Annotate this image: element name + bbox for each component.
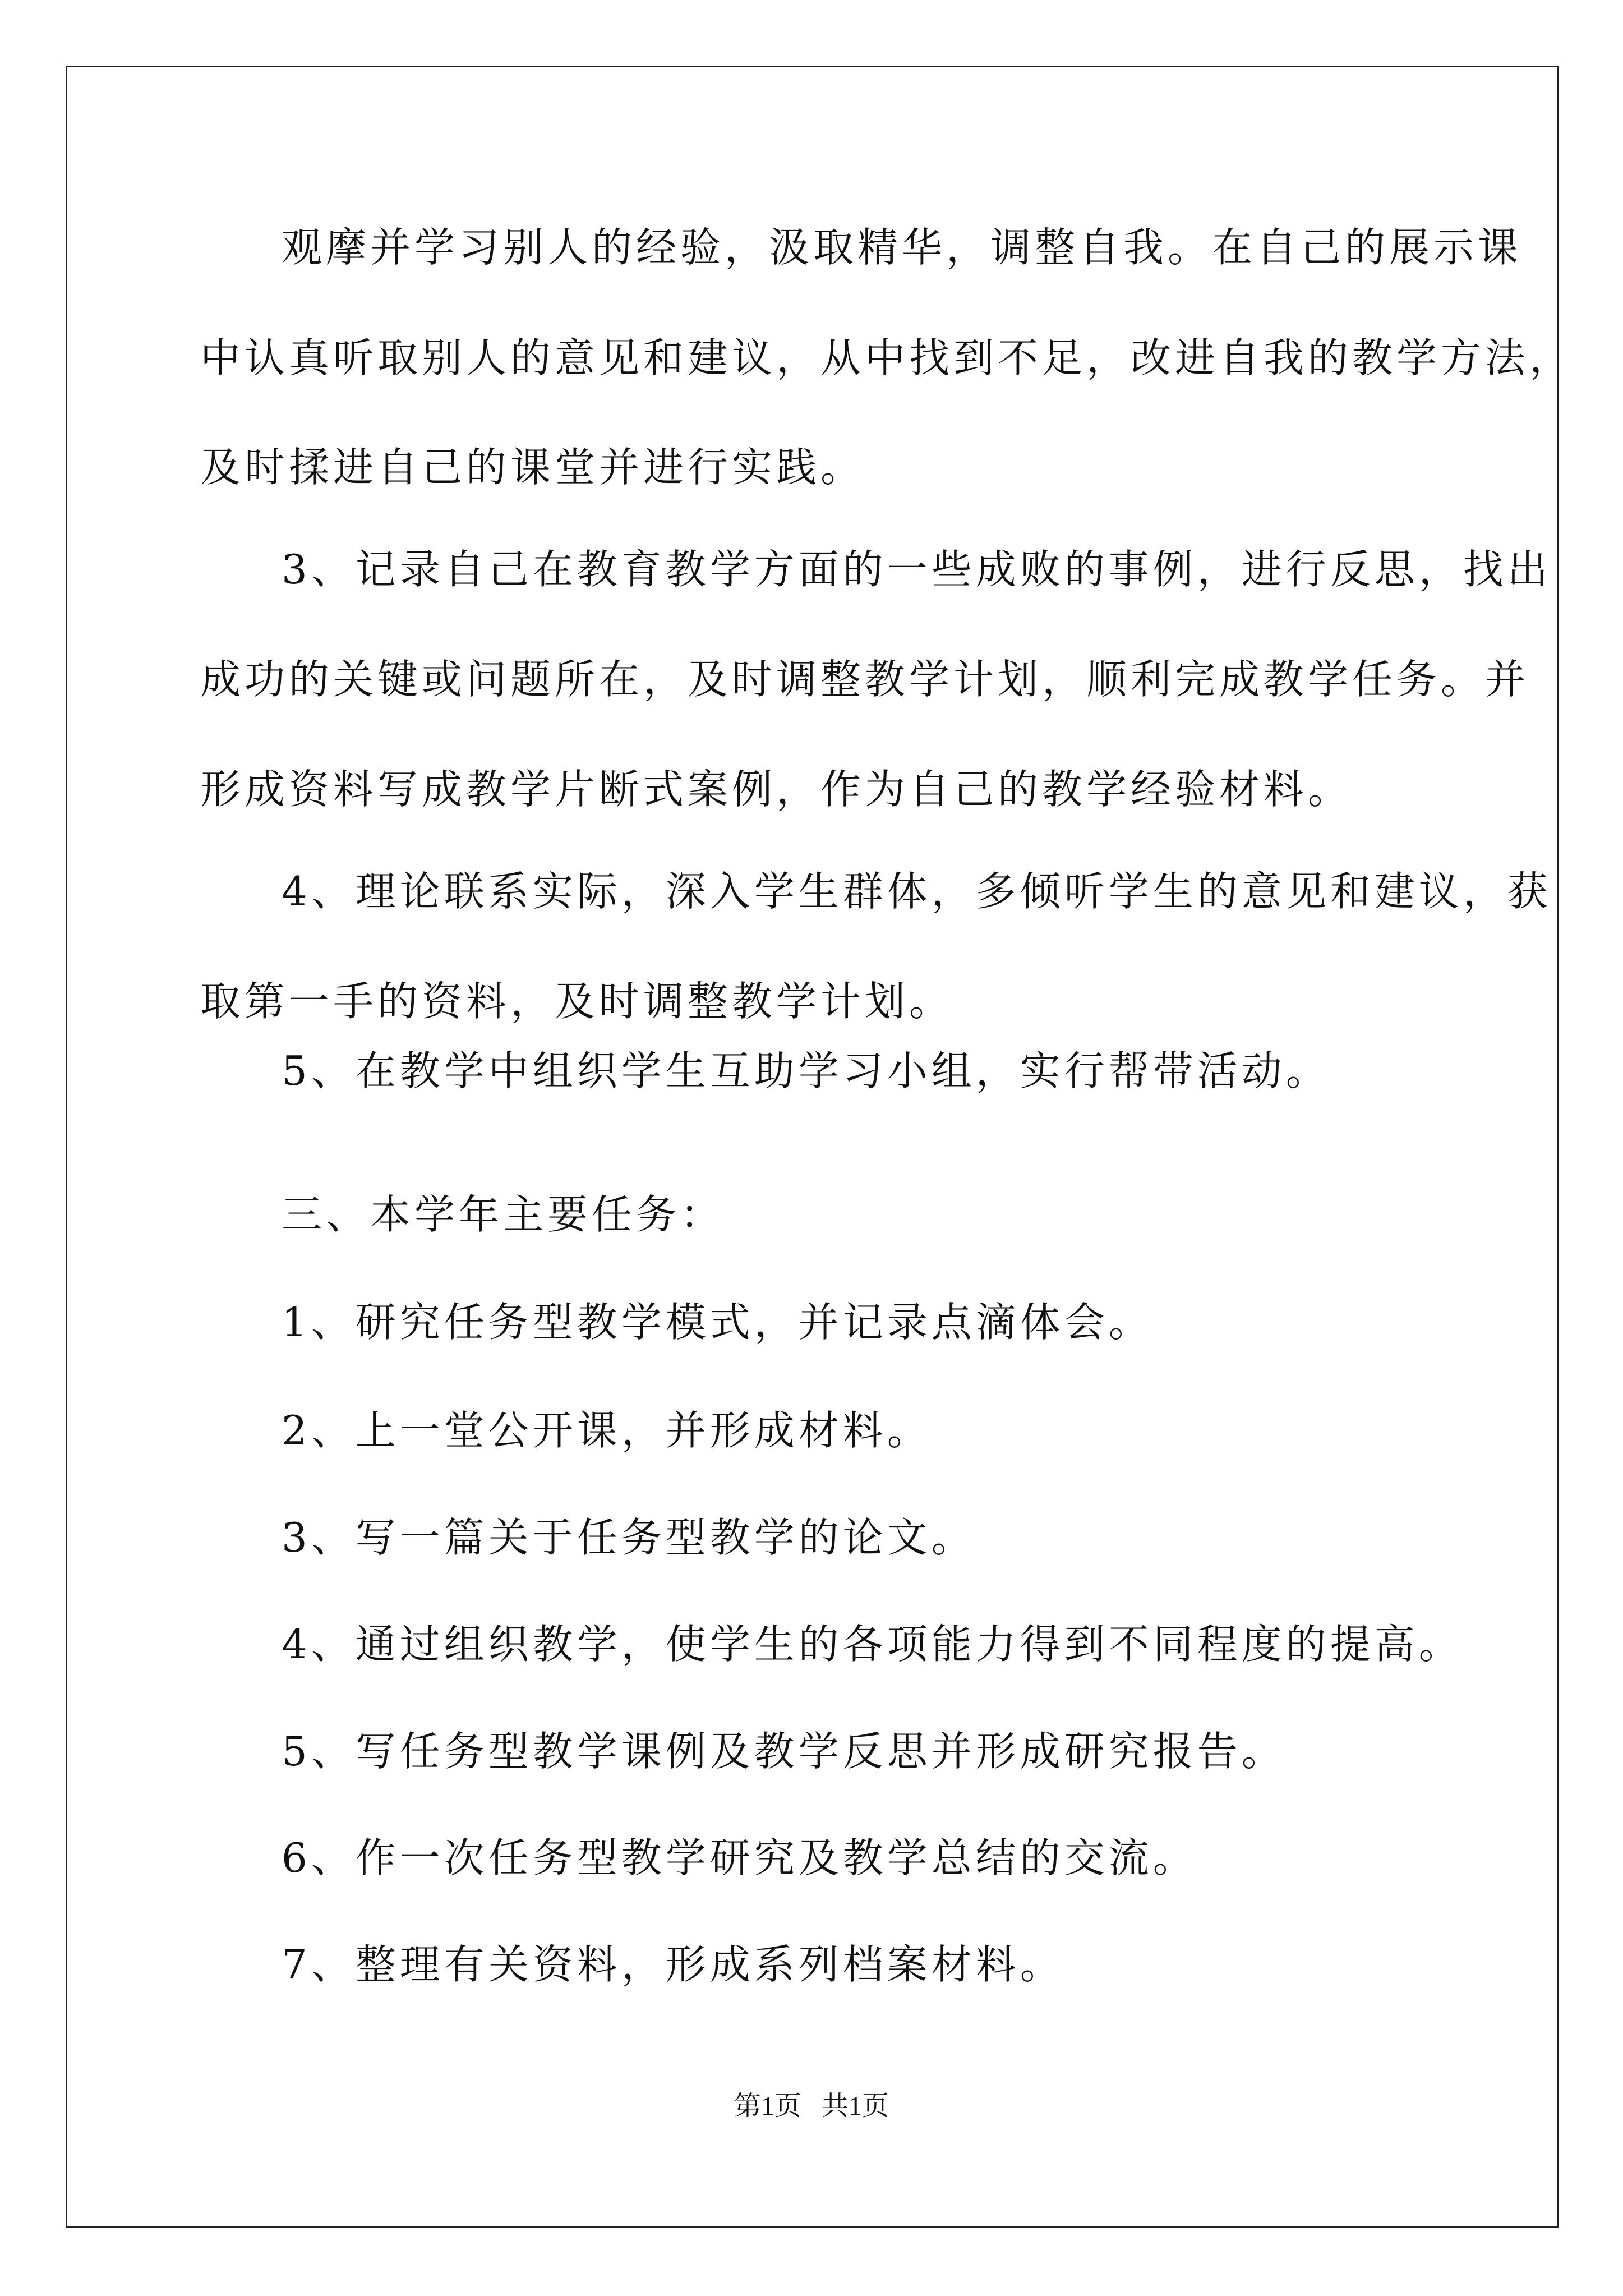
list-item: 6、作一次任务型教学研究及教学总结的交流。 (282, 1834, 1197, 1881)
list-item: 3、写一篇关于任务型教学的论文。 (282, 1514, 976, 1561)
paragraph-line: 4、理论联系实际，深入学生群体，多倾听学生的意见和建议，获 (282, 868, 1552, 915)
paragraph-line: 成功的关键或问题所在，及时调整教学计划，顺利完成教学任务。并 (200, 656, 1530, 703)
paragraph-line: 形成资料写成教学片断式案例，作为自己的教学经验材料。 (200, 766, 1353, 813)
list-item: 7、整理有关资料，形成系列档案材料。 (282, 1941, 1064, 1988)
list-item: 1、研究任务型教学模式，并记录点滴体会。 (282, 1299, 1153, 1346)
paragraph-line: 及时揉进自己的课堂并进行实践。 (200, 444, 865, 491)
paragraph-line: 5、在教学中组织学生互助学习小组，实行帮带活动。 (282, 1047, 1330, 1094)
list-item: 5、写任务型教学课例及教学反思并形成研究报告。 (282, 1728, 1286, 1775)
list-item: 2、上一堂公开课，并形成材料。 (282, 1407, 932, 1454)
paragraph-line: 3、记录自己在教育教学方面的一些成败的事例，进行反思，找出 (282, 546, 1552, 593)
section-heading: 三、本学年主要任务： (282, 1191, 725, 1238)
paragraph-line: 取第一手的资料，及时调整教学计划。 (200, 978, 954, 1025)
page-border (66, 66, 1559, 2228)
list-item: 4、通过组织教学，使学生的各项能力得到不同程度的提高。 (282, 1621, 1463, 1668)
page-total: 共1页 (822, 2091, 889, 2121)
page-number: 第1页 (734, 2091, 801, 2121)
page-footer (0, 2090, 1623, 2123)
paragraph-line: 观摩并学习别人的经验，汲取精华，调整自我。在自己的展示课 (282, 224, 1523, 271)
paragraph-line: 中认真听取别人的意见和建议，从中找到不足，改进自我的教学方法， (200, 334, 1574, 381)
